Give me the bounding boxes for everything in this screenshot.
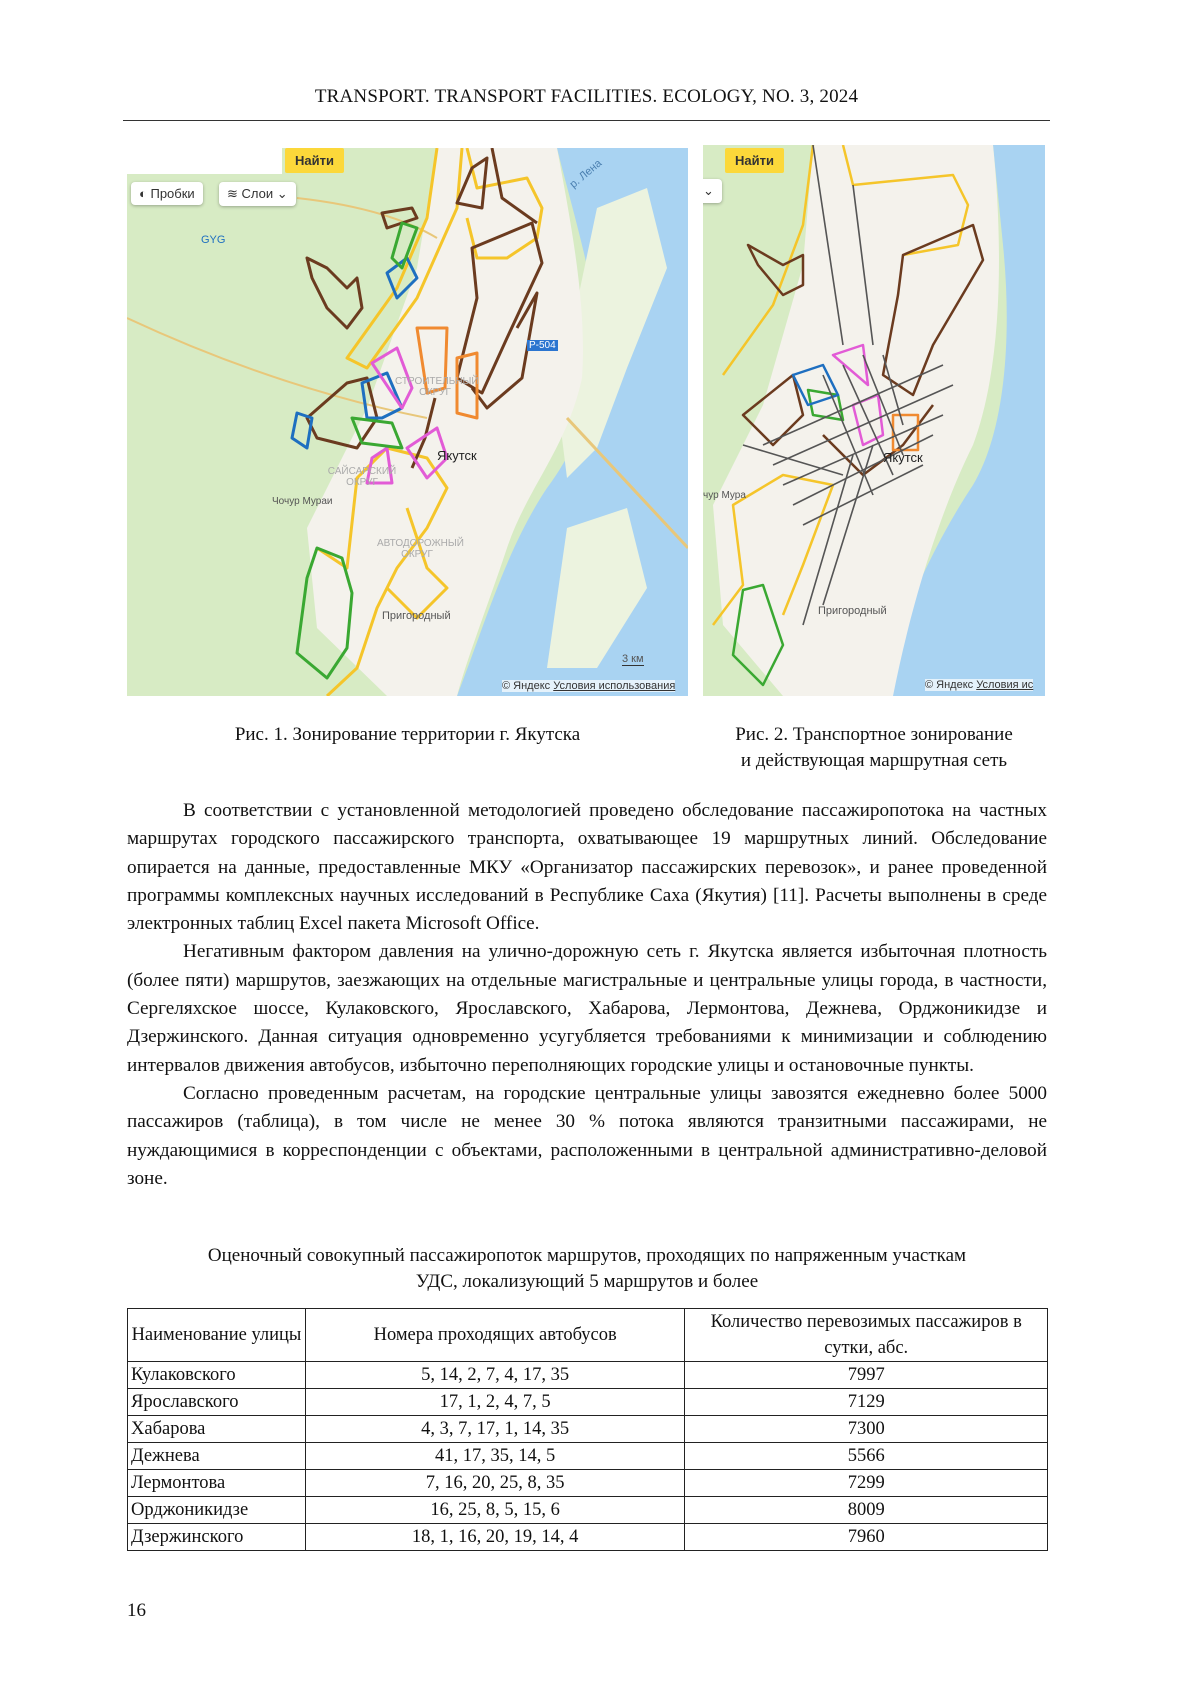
figure-1-caption: Рис. 1. Зонирование территории г. Якутска: [127, 722, 688, 748]
header-rule: [123, 120, 1050, 121]
passengers-cell: 7300: [685, 1416, 1048, 1443]
passengers-cell: 8009: [685, 1497, 1048, 1524]
column-header: Наименование улицы: [128, 1309, 306, 1362]
paragraph: Негативным фактором давления на улично-дорожную сеть г. Якутска является избыточная плотность (более пяти) маршрутов, заезжающих на отдельные магистральные и центральные улицы города, в частности, Сергеляхское шоссе, Кулаковского, Ярославского, Хабарова, Лермонтова, Дежнева, Орджоникидзе и Дзержинского. Данная ситуация одновременно усугубляется требованиями к минимизации и соблюдению интервалов движения автобусов, избыточно переполняющих городские улицы и остановочные пункты.: [127, 938, 1047, 1079]
column-header: Номера проходящих автобусов: [305, 1309, 685, 1362]
body-text: [127, 797, 1047, 1193]
passengers-cell: 7960: [685, 1524, 1048, 1551]
traffic-button[interactable]: ◐ Пробки: [131, 182, 203, 205]
airport-label: GYG: [201, 234, 225, 246]
layers-icon: ≋: [227, 186, 242, 201]
bus-numbers-cell: 18, 1, 16, 20, 19, 14, 4: [305, 1524, 685, 1551]
layers-button[interactable]: ≋ Слои ⌄: [219, 182, 296, 206]
attribution: © Яндекс: [502, 680, 550, 692]
table-row: [128, 1389, 1048, 1416]
bus-numbers-cell: 41, 17, 35, 14, 5: [305, 1443, 685, 1470]
column-header: Количество перевозимых пассажиров в сутки, абс.: [685, 1309, 1048, 1362]
passengers-cell: 7997: [685, 1362, 1048, 1389]
table-header-row: [128, 1309, 1048, 1362]
table-title: Оценочный совокупный пассажиропоток маршрутов, проходящих по напряженным участкам УДС, локализующий 5 маршрутов и более: [127, 1243, 1047, 1295]
bus-numbers-cell: 17, 1, 2, 4, 7, 5: [305, 1389, 685, 1416]
page-number: 16: [127, 1600, 146, 1622]
street-name-cell: Лермонтова: [128, 1470, 306, 1497]
bus-numbers-cell: 16, 25, 8, 5, 15, 6: [305, 1497, 685, 1524]
paragraph: Согласно проведенным расчетам, на городские центральные улицы завозятся ежедневно более 5000 пассажиров (таблица), в том числе не менее 30 % потока являются транзитными пассажирами, не нуждающимися в корреспонденции с объектами, расположенными в центральной административно-деловой зоне.: [127, 1080, 1047, 1193]
terms-link[interactable]: Условия ис: [976, 679, 1033, 691]
table-row: [128, 1416, 1048, 1443]
settlement-label: Пригородный: [818, 605, 887, 617]
table-row: [128, 1524, 1048, 1551]
map-search-input[interactable]: [127, 148, 282, 174]
street-name-cell: Дежнева: [128, 1443, 306, 1470]
district-label: САЙСАРСКИЙ ОКРУГ: [327, 466, 397, 488]
attribution: © Яндекс: [925, 679, 973, 691]
table-row: [128, 1362, 1048, 1389]
place-label: Чочур Мураи: [272, 496, 332, 507]
bus-numbers-cell: 4, 3, 7, 17, 1, 14, 35: [305, 1416, 685, 1443]
figure-1-map: [127, 148, 688, 696]
road-label: Р-504: [527, 340, 558, 351]
bus-numbers-cell: 5, 14, 2, 7, 4, 17, 35: [305, 1362, 685, 1389]
street-name-cell: Хабарова: [128, 1416, 306, 1443]
figure-2-caption: Рис. 2. Транспортное зонирование и действующая маршрутная сеть: [703, 722, 1045, 774]
paragraph: В соответствии с установленной методологией проведено обследование пассажиропотока на частных маршрутах городского пассажирского транспорта, охватывающее 19 маршрутных линий. Обследование опирается на данные, предоставленные МКУ «Организатор пассажирских перевозок», и ранее проведенной программы комплексных научных исследований в Республике Саха (Якутия) [11]. Расчеты выполнены в среде электронных таблиц Excel пакета Microsoft Office.: [127, 797, 1047, 938]
street-name-cell: Дзержинского: [128, 1524, 306, 1551]
chevron-down-icon: ⌄: [273, 186, 288, 201]
district-label: СТРОИТЕЛЬНЫЙ ОКРУГ: [395, 376, 475, 398]
passenger-flow-table: [127, 1308, 1048, 1551]
find-button[interactable]: Найти: [725, 148, 784, 173]
bus-numbers-cell: 7, 16, 20, 25, 8, 35: [305, 1470, 685, 1497]
layers-button[interactable]: [703, 179, 722, 203]
place-label: чур Мура: [703, 490, 746, 501]
terms-link[interactable]: Условия использования: [553, 680, 675, 692]
city-label: Якутск: [437, 448, 477, 463]
street-name-cell: Кулаковского: [128, 1362, 306, 1389]
passengers-cell: 7129: [685, 1389, 1048, 1416]
settlement-label: Пригородный: [382, 610, 451, 622]
river-label: р. Лена: [568, 157, 605, 190]
running-title: TRANSPORT. TRANSPORT FACILITIES. ECOLOGY, NO. 3, 2024: [123, 86, 1050, 108]
scale-bar: 3 км: [622, 653, 644, 666]
passengers-cell: 7299: [685, 1470, 1048, 1497]
street-name-cell: Ярославского: [128, 1389, 306, 1416]
find-button[interactable]: Найти: [285, 148, 344, 173]
district-label: АВТОДОРОЖНЫЙ ОКРУГ: [377, 538, 457, 560]
chevron-down-icon: ⌄: [703, 183, 714, 198]
table-row: [128, 1443, 1048, 1470]
figure-2-map: [703, 145, 1045, 696]
table-row: [128, 1497, 1048, 1524]
table-row: [128, 1470, 1048, 1497]
traffic-icon: ◐: [139, 186, 150, 201]
passengers-cell: 5566: [685, 1443, 1048, 1470]
street-name-cell: Орджоникидзе: [128, 1497, 306, 1524]
city-label: Якутск: [883, 450, 923, 465]
